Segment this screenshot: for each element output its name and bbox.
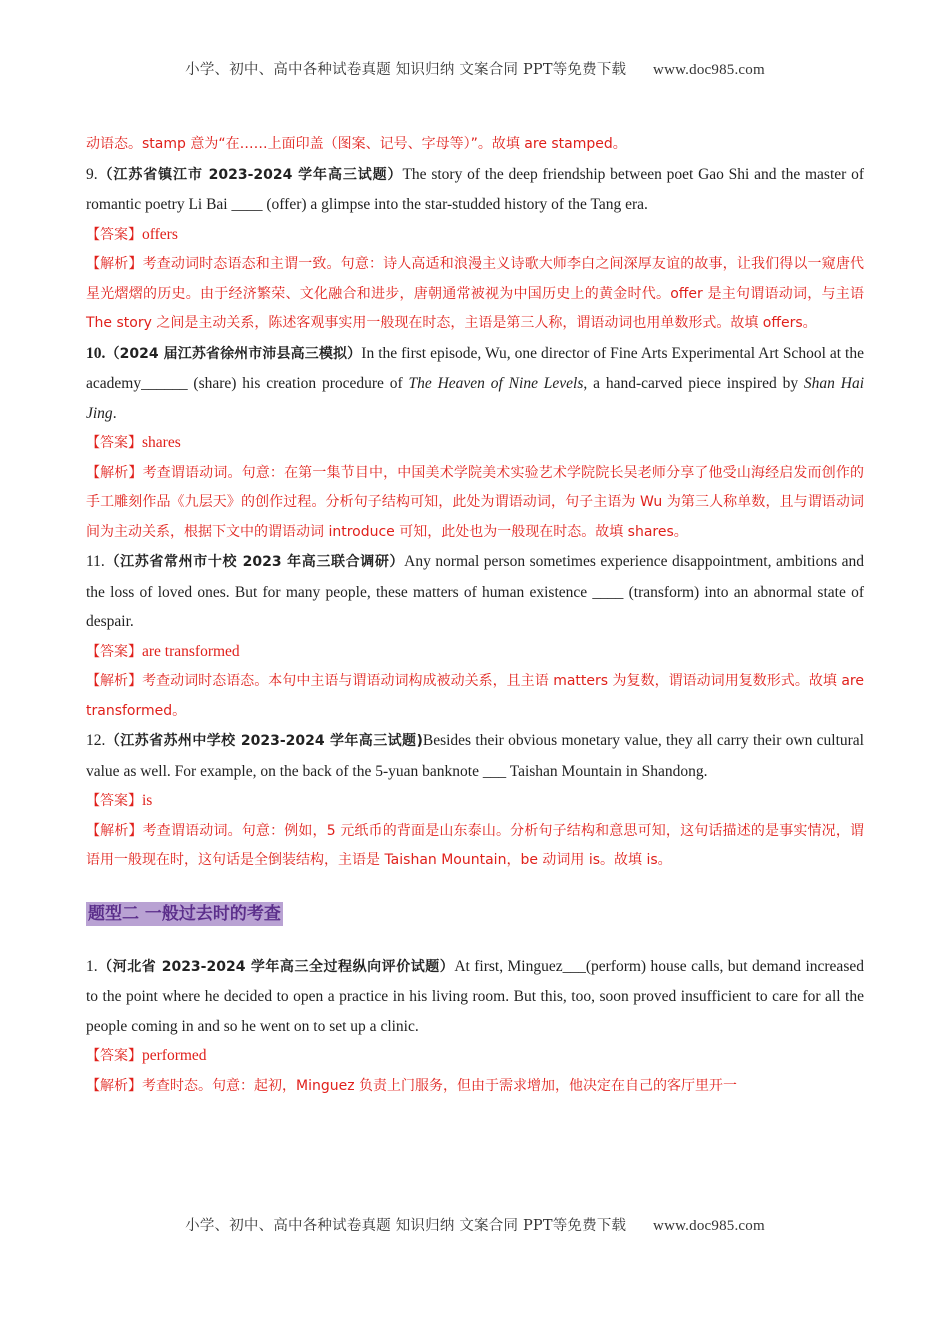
answer-tag: 【答案】 bbox=[86, 643, 142, 660]
answer-tag: 【答案】 bbox=[86, 226, 142, 243]
question-source: （江苏省常州市十校 2023 年高三联合调研） bbox=[104, 554, 405, 570]
question-body: At first, Minguez___(perform) house calls, but demand increased to the point where he decided to open a practice in his living room. But this, too, soon proved insufficient to care for all the people coming in and so he went on to set up a clinic. bbox=[86, 957, 864, 1035]
question-source: （2024 届江苏省徐州市沛县高三模拟） bbox=[105, 345, 362, 362]
explanation-line bbox=[86, 667, 864, 726]
question-text bbox=[86, 726, 864, 786]
question-body: Any normal person sometimes experience disappointment, ambitions and the loss of loved ones. But for many people, these matters of human existence ____ (transform) into an abnormal state of despair. bbox=[86, 553, 864, 630]
book-title: Shan Hai Jing bbox=[86, 375, 864, 422]
answer-tag: 【答案】 bbox=[86, 435, 142, 451]
question-number: 11. bbox=[86, 553, 105, 570]
explanation-tag: 【解析】 bbox=[86, 673, 143, 689]
explanation-line bbox=[86, 1072, 864, 1102]
question-source: （江苏省镇江市 2023-2024 学年高三试题） bbox=[97, 166, 403, 183]
answer-value: is bbox=[142, 792, 153, 809]
work-title: The Heaven of Nine Levels bbox=[408, 375, 584, 392]
header-text: 小学、初中、高中各种试卷真题 知识归纳 文案合同 PPT等免费下载 bbox=[185, 62, 627, 78]
intro-line: 动语态。stamp 意为“在……上面印盖（图案、记号、字母等）”。故填 are stamped。 bbox=[86, 136, 627, 152]
explanation-line bbox=[86, 250, 864, 339]
document-body bbox=[86, 130, 864, 1101]
question-12 bbox=[86, 726, 864, 876]
question-number: 10. bbox=[86, 344, 106, 362]
header-url[interactable]: www.doc985.com bbox=[653, 62, 765, 78]
answer-line bbox=[86, 1041, 864, 1072]
explanation-text: 考查时态。句意：起初，Minguez 负责上门服务，但由于需求增加，他决定在自己的客厅里开一 bbox=[142, 1077, 738, 1094]
explanation-line bbox=[86, 459, 864, 548]
question-source: （河北省 2023-2024 学年高三全过程纵向评价试题） bbox=[97, 958, 455, 975]
explanation-tag: 【解析】 bbox=[86, 464, 143, 481]
answer-value: offers bbox=[142, 225, 178, 243]
section-question-1 bbox=[86, 952, 864, 1102]
explanation-line bbox=[86, 817, 864, 876]
question-number: 9. bbox=[86, 165, 98, 183]
explanation-tag: 【解析】 bbox=[86, 256, 143, 272]
explanation-text: 考查动词时态语态和主谓一致。句意：诗人高适和浪漫主义诗歌大师李白之间深厚友谊的故事，让我们得以一窥唐代星光熠熠的历史。由于经济繁荣、文化融合和进步，唐朝通常被视为中国历史上的黄金时代。offer 是主句谓语动词，与主语 The story 之间是主动关系，陈述客观事实用一般现在时态，主语是第三人称，谓语动词也用单数形式。故填 offers。 bbox=[86, 256, 864, 331]
answer-tag: 【答案】 bbox=[86, 1048, 142, 1064]
answer-value: shares bbox=[142, 434, 181, 451]
answer-tag: 【答案】 bbox=[86, 793, 142, 809]
question-text bbox=[86, 339, 864, 429]
answer-line bbox=[86, 428, 864, 459]
question-text bbox=[86, 160, 864, 220]
explanation-text: 考查谓语动词。句意：在第一集节目中，中国美术学院美术实验艺术学院院长吴老师分享了他受山海经启发而创作的手工雕刻作品《九层天》的创作过程。分析句子结构可知，此处为谓语动词，句子主语为 Wu 为第三人称单数，且与谓语动词间为主动关系，根据下文中的谓语动词 introduce 可知，此处也为一般现在时态。故填 shares。 bbox=[86, 464, 864, 540]
footer-url[interactable]: www.doc985.com bbox=[653, 1218, 765, 1234]
page-footer bbox=[0, 1214, 950, 1235]
question-body: In the first episode, Wu, one director of Fine Arts Experimental Art School at the academy______ (share) his creation procedure of bbox=[86, 344, 864, 392]
section-heading-wrap bbox=[86, 876, 864, 952]
explanation-tag: 【解析】 bbox=[86, 822, 143, 839]
question-source: （江苏省苏州中学校 2023-2024 学年高三试题) bbox=[105, 733, 423, 749]
question-body: Besides their obvious monetary value, they all carry their own cultural value as well. For example, on the back of the 5-yuan banknote ___ Taishan Mountain in Shandong. bbox=[86, 732, 864, 780]
answer-value: performed bbox=[142, 1047, 207, 1064]
explanation-tag: 【解析】 bbox=[86, 1077, 142, 1094]
question-11 bbox=[86, 547, 864, 726]
question-body-cont: , a hand-carved piece inspired by bbox=[583, 375, 804, 392]
explanation-text: 考查动词时态语态。本句中主语与谓语动词构成被动关系，且主语 matters 为复数，谓语动词用复数形式。故填 are transformed。 bbox=[86, 673, 864, 719]
question-body: The story of the deep friendship between poet Gao Shi and the master of romantic poetry Li Bai ____ (offer) a glimpse into the star-studded history of the Tang era. bbox=[86, 165, 864, 213]
explanation-text: 考查谓语动词。句意：例如，5 元纸币的背面是山东泰山。分析句子结构和意思可知，这句话描述的是事实情况，谓语用一般现在时，这句话是全倒装结构，主语是 Taishan Mountain，be 动词用 is。故填 is。 bbox=[86, 822, 864, 868]
question-body-end: . bbox=[112, 404, 117, 422]
page-header bbox=[0, 58, 950, 79]
question-number: 12. bbox=[86, 732, 106, 749]
question-9 bbox=[86, 160, 864, 339]
answer-line bbox=[86, 786, 864, 817]
question-text bbox=[86, 547, 864, 637]
answer-line bbox=[86, 220, 864, 251]
answer-value: are transformed bbox=[142, 642, 240, 660]
section-heading: 题型二 一般过去时的考查 bbox=[88, 903, 281, 924]
answer-line bbox=[86, 637, 864, 668]
footer-text: 小学、初中、高中各种试卷真题 知识归纳 文案合同 PPT等免费下载 bbox=[185, 1218, 627, 1234]
question-number: 1. bbox=[86, 957, 98, 975]
question-text bbox=[86, 952, 864, 1042]
question-10 bbox=[86, 339, 864, 548]
